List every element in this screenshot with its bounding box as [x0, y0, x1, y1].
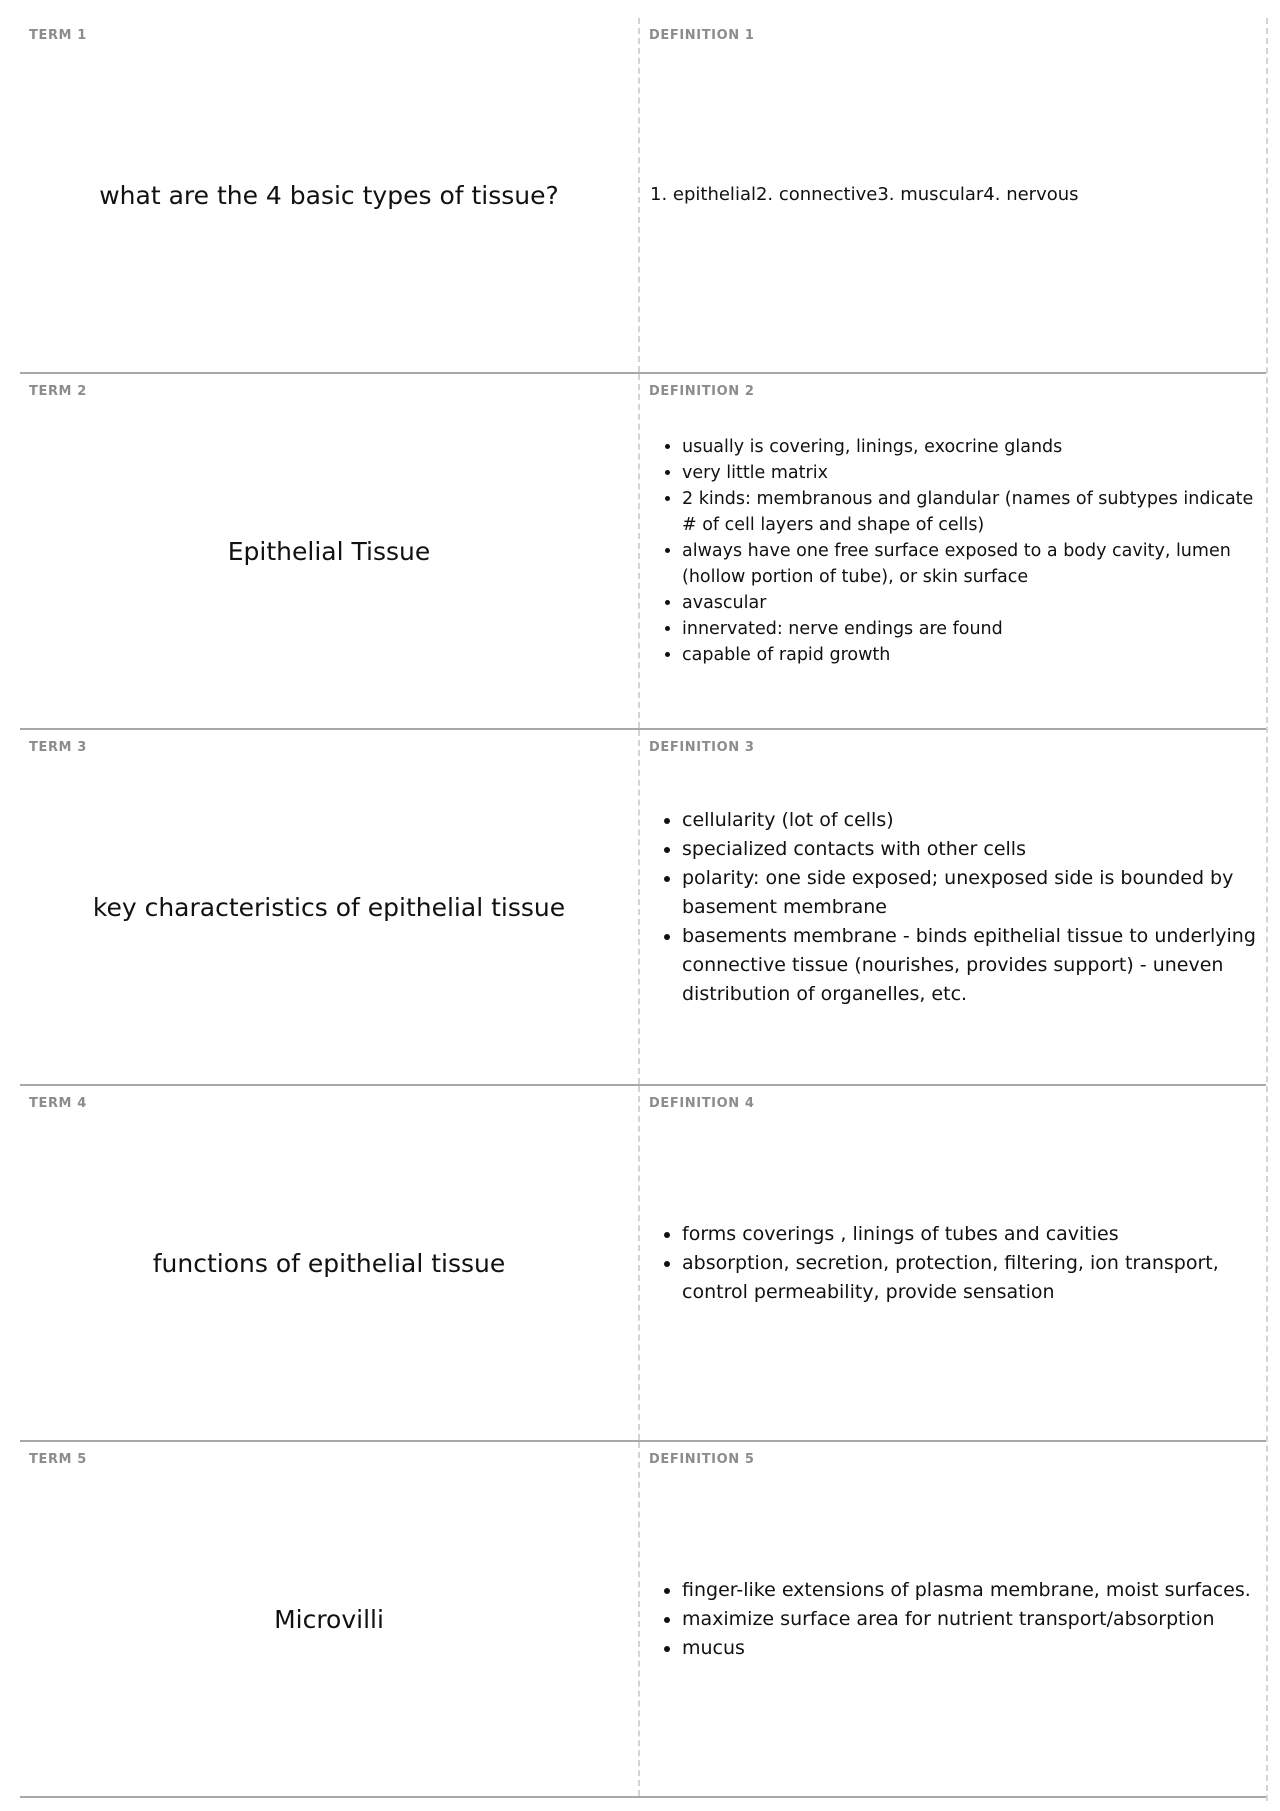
definition-label-4: DEFINITION 4	[649, 1096, 755, 1111]
list-item: • specialized contacts with other cells	[682, 835, 1256, 864]
term-text-4: functions of epithelial tissue	[152, 1248, 506, 1278]
definition-text-1: 1. epithelial2. connective3. muscular4. nervous	[650, 184, 1079, 206]
list-item: • absorption, secretion, protection, filtering, ion transport, control permeability, provide sensation	[682, 1249, 1256, 1307]
flashcard-sheet	[20, 18, 1268, 1801]
list-item: • maximize surface area for nutrient transport/absorption	[682, 1605, 1251, 1634]
definition-cell-1	[640, 18, 1266, 372]
definition-label-2: DEFINITION 2	[649, 384, 755, 399]
definition-label-1: DEFINITION 1	[649, 28, 755, 43]
flashcard-1	[20, 18, 1266, 374]
flashcard-3	[20, 730, 1266, 1086]
list-item: • polarity: one side exposed; unexposed side is bounded by basement membrane	[682, 864, 1256, 922]
flashcard-5	[20, 1442, 1266, 1798]
list-item: • forms coverings , linings of tubes and cavities	[682, 1220, 1256, 1249]
list-item: • finger-like extensions of plasma membrane, moist surfaces.	[682, 1576, 1251, 1605]
definition-list-4	[650, 1220, 1256, 1307]
definition-label-5: DEFINITION 5	[649, 1452, 755, 1467]
list-item: • innervated: nerve endings are found	[682, 616, 1256, 642]
term-label-1: TERM 1	[29, 28, 87, 43]
definition-body-3	[650, 730, 1256, 1084]
definition-cell-2	[640, 374, 1266, 728]
list-item: • cellularity (lot of cells)	[682, 806, 1256, 835]
flashcard-2	[20, 374, 1266, 730]
definition-cell-4	[640, 1086, 1266, 1440]
definition-body-1	[650, 18, 1256, 372]
flashcard-4	[20, 1086, 1266, 1442]
term-text-2: Epithelial Tissue	[227, 536, 431, 566]
term-cell-4	[20, 1086, 640, 1440]
definition-cell-5	[640, 1442, 1266, 1796]
list-item: • 2 kinds: membranous and glandular (names of subtypes indicate # of cell layers and shape of cells)	[682, 486, 1256, 538]
list-item: • mucus	[682, 1634, 1251, 1663]
term-label-5: TERM 5	[29, 1452, 87, 1467]
list-item: • always have one free surface exposed to a body cavity, lumen (hollow portion of tube), or skin surface	[682, 538, 1256, 590]
term-label-3: TERM 3	[29, 740, 87, 755]
term-cell-2	[20, 374, 640, 728]
term-text-3: key characteristics of epithelial tissue	[92, 892, 566, 922]
term-label-4: TERM 4	[29, 1096, 87, 1111]
definition-body-4	[650, 1086, 1256, 1440]
list-item: • avascular	[682, 590, 1256, 616]
term-label-2: TERM 2	[29, 384, 87, 399]
definition-list-2	[650, 434, 1256, 668]
definition-cell-3	[640, 730, 1266, 1084]
term-cell-5	[20, 1442, 640, 1796]
list-item: • basements membrane - binds epithelial tissue to underlying connective tissue (nourishes, provides support) - uneven distribution of organelles, etc.	[682, 922, 1256, 1009]
list-item: • capable of rapid growth	[682, 642, 1256, 668]
definition-list-5	[650, 1576, 1251, 1663]
list-item: • usually is covering, linings, exocrine glands	[682, 434, 1256, 460]
term-text-5: Microvilli	[274, 1604, 384, 1634]
list-item: • very little matrix	[682, 460, 1256, 486]
term-text-1: what are the 4 basic types of tissue?	[99, 180, 559, 210]
definition-body-2	[650, 374, 1256, 728]
definition-body-5	[650, 1442, 1256, 1796]
term-cell-1	[20, 18, 640, 372]
term-cell-3	[20, 730, 640, 1084]
definition-list-3	[650, 806, 1256, 1009]
definition-label-3: DEFINITION 3	[649, 740, 755, 755]
